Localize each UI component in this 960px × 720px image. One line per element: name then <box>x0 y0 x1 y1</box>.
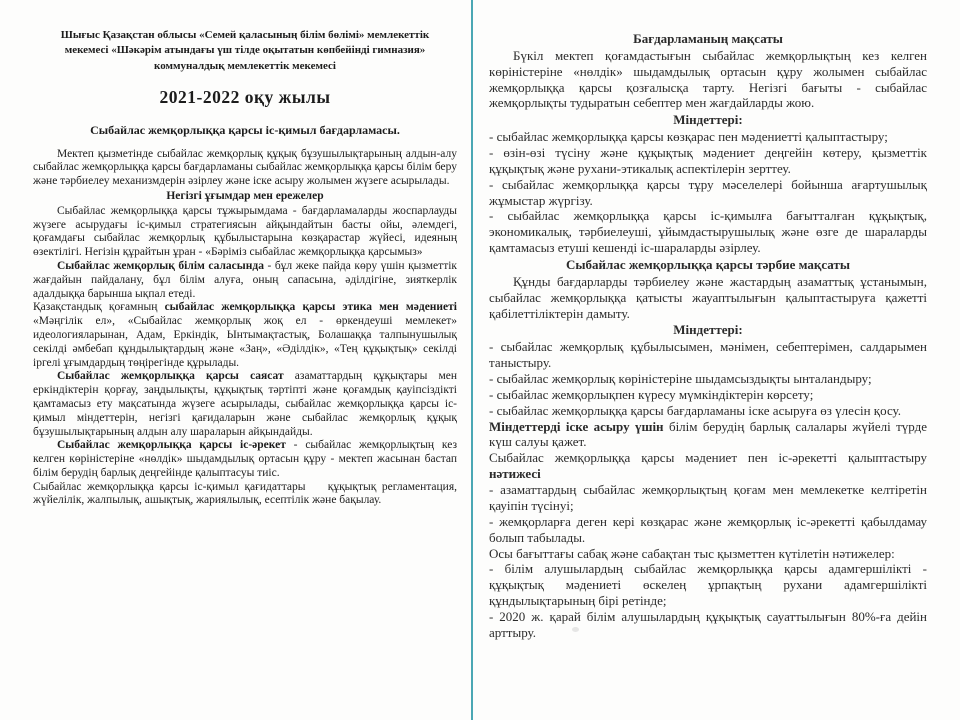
task-item: - сыбайлас жемқорлыққа қарсы іс-қимылға бағытталған құқықтық, экономикалық, тәрбиелеуші, ұйымдастырушылық және өзге де шараларды қамтамасыз етуші кешенді іс-шараларды әзірлеу. <box>489 208 927 256</box>
result-heading-paragraph <box>489 450 927 482</box>
task-item: - сыбайлас жемқорлық көріністеріне шыдамсыздықты ынталандыру; <box>489 371 872 387</box>
implementation-paragraph <box>489 419 927 451</box>
education-goal-heading: Сыбайлас жемқорлыққа қарсы тәрбие мақсаты <box>566 257 850 273</box>
org-header: Шығыс Қазақстан облысы «Семей қаласының білім бөлімі» мемлекеттік мекемесі «Шәкәрім атындағы үш тілде оқытатын көпбейінді гимназия» коммуналдық мемлекеттік мекемесі <box>60 29 430 72</box>
paragraph-text: білім берудің барлық салалары жүйелі түрде күш салуы қажет. <box>489 418 927 450</box>
task-item: - сыбайлас жемқорлыққа қарсы тұру мәселелері бойынша ағартушылық жұмыстар жүргізу. <box>489 176 927 208</box>
paragraph-education-corruption <box>33 260 457 301</box>
education-goal-paragraph: Құнды бағдарларды тәрбиелеу және жастардың азаматтық ұстанымын, сыбайлас жемқорлыққа қатысты жауаптылығын қалыптастыруға қажетті қабілеттіліктерін дамыту. <box>489 273 927 321</box>
paragraph-pre: Қазақстандық қоғамның <box>33 301 165 314</box>
scan-artifact <box>572 627 579 632</box>
page-right <box>489 30 927 641</box>
paragraph-concept <box>33 205 457 260</box>
paragraph-anticorruption-action <box>33 439 457 480</box>
result-item: - жемқорларға деген кері көзқарас және жемқорлық іс-әрекетті қабылдамау болып табылады. <box>489 513 927 545</box>
paragraph-ethics-culture <box>33 301 457 370</box>
doc-title: Сыбайлас жемқорлыққа қарсы іс-қимыл бағдарламасы. <box>90 123 400 138</box>
paragraph-text: - сыбайлас жемқорлықтың кез келген көріністеріне «нөлдік» шыдамдылық ортасын құру - мектеп жасынан бастап білім берудің барлық деңгейінде қалыптасуы тиіс. <box>33 439 457 479</box>
task-item: - сыбайлас жемқорлыққа қарсы көзқарас пен мәдениетті қалыптастыру; <box>489 129 888 145</box>
paragraph-text: Сыбайлас жемқорлыққа қарсы іс-қимыл қағидаттары құқықтық регламентация, жүйелілік, жалпылық, ашықтық, жариялылық, есептілік және бақылау. <box>33 480 457 507</box>
task-item: - сыбайлас жемқорлыққа қарсы бағдарламаны іске асыруға өз үлесін қосу. <box>489 402 901 418</box>
paragraph-principles <box>33 481 457 509</box>
paragraph-lead: нәтижесі <box>489 466 541 482</box>
result-item: - азаматтардың сыбайлас жемқорлықтың қоғам мен мемлекетке келтіретін қауіпін түсінуі; <box>489 482 927 513</box>
paragraph-lead: Сыбайлас жемқорлық білім саласында <box>57 259 264 272</box>
task-item: - сыбайлас жемқорлық құбылысымен, мәнімен, себептерімен, салдарымен таныстыру. <box>489 339 927 371</box>
expected-result-item: - 2020 ж. қарай білім алушылардың құқықтық сауаттылығын 80%-ға дейін арттыру. <box>489 608 927 640</box>
paragraph-policy <box>33 370 457 439</box>
task-item: - сыбайлас жемқорлықпен күресу мүмкіндіктерін көрсету; <box>489 386 814 402</box>
page-divider-line <box>471 0 473 720</box>
tasks-heading-1: Міндеттері: <box>673 112 743 128</box>
goal-paragraph: Бүкіл мектеп қоғамдастығын сыбайлас жемқорлықтың кез келген көріністеріне «нөлдік» шыдамдылық ортасын құру жолымен сыбайлас жемқорлыққа қарсы қозғалысқа тарту. Негізгі бағыты - сыбайлас жемқорлықты тудыратын себептер мен жағдайларды жою. <box>489 47 927 111</box>
paragraph-lead: сыбайлас жемқорлыққа қарсы этика мен мәдениеті <box>164 301 457 314</box>
paragraph-text: «Мәңгілік ел», «Сыбайлас жемқорлық жоқ ел - өркендеуші мемлекет» идеологияларынан, Адам, Еркіндік, Ынтымақтастық, Болашаққа талпынушылық секілді әмбебап құндылықтардың және «Заң», «Әділдік», «Тең құқықтық» секілді іргелі ұғымдардың төңірегінде құрылады. <box>33 315 457 369</box>
section-heading-terms: Негізгі ұғымдар мен ережелер <box>166 189 324 202</box>
page-left <box>33 28 457 508</box>
year-title: 2021-2022 оқу жылы <box>159 87 331 108</box>
task-item: - өзін-өзі түсіну және құқықтық мәдениет деңгейін көтеру, қызметтік құқықтық және рухани-этикалық аспектілерін зерттеу. <box>489 145 927 176</box>
expected-result-item: - білім алушылардың сыбайлас жемқорлыққа қарсы адамгершілікті - құқықтық мәдениеті өскелең ұрпақтың рухани адамгершілікті құндылықтарының бірі ретінде; <box>489 561 927 609</box>
paragraph-text: азаматтардың құқықтары мен еркіндіктерін қорғау, заңдылықты, құқықтық тәртіпті және қоғамдық қауіпсіздікті қамтамасыз ету мақсатында жүзеге асырылады, сыбайлас жемқорлыққа қарсы іс-қимыл міндеттерін, негізгі қағидаларын және сыбайлас жемқорлық құқық бұзушылықтарының алдын алу шараларын айқындайды. <box>33 370 457 438</box>
paragraph-text: Сыбайлас жемқорлыққа қарсы тұжырымдама - бағдарламаларды жоспарлауды жүзеге асырудағы іс-қимыл стратегиясын айқындайтын басты ойы, әлемдегі, қоғамдағы сыбайлас жемқорлық құбылыстарына көзқарастар жүйесі, идеяның өзектілігі. Негізін құрайтын ұран - «Бәріміз сыбайлас жемқорлыққа қарсымыз» <box>33 204 457 259</box>
paragraph-text: Сыбайлас жемқорлыққа қарсы мәдениет пен іс-әрекетті қалыптастыру <box>489 450 927 466</box>
paragraph-lead: Міндеттерді іске асыру үшін <box>489 418 664 434</box>
expected-results-intro: Осы бағыттағы сабақ және сабақтан тыс қызметтен күтілетін нәтижелер: <box>489 545 895 561</box>
intro-paragraph: Мектеп қызметінде сыбайлас жемқорлық құқық бұзушылықтарының алдын-алу сыбайлас жемқорлыққа қарсы бағдарламаны сыбайлас жемқорлыққа қарсы білім беру және тәрбиелеу механизмдерін әзірлеу және іске асыру жолымен жүзеге асырылады. <box>33 147 457 188</box>
paragraph-lead: Сыбайлас жемқорлыққа қарсы іс-әрекет <box>57 439 286 452</box>
goal-heading: Бағдарламаның мақсаты <box>633 31 783 46</box>
tasks-heading-2: Міндеттері: <box>673 322 743 338</box>
paragraph-text: - бұл жеке пайда көру үшін қызметтік жағдайын пайдалану, бұл білім алуға, оның сапасына, әділдігіне, зияткерлік адалдыққа барынша ықпал етеді. <box>33 259 457 300</box>
paragraph-lead: Сыбайлас жемқорлыққа қарсы саясат <box>57 370 284 383</box>
